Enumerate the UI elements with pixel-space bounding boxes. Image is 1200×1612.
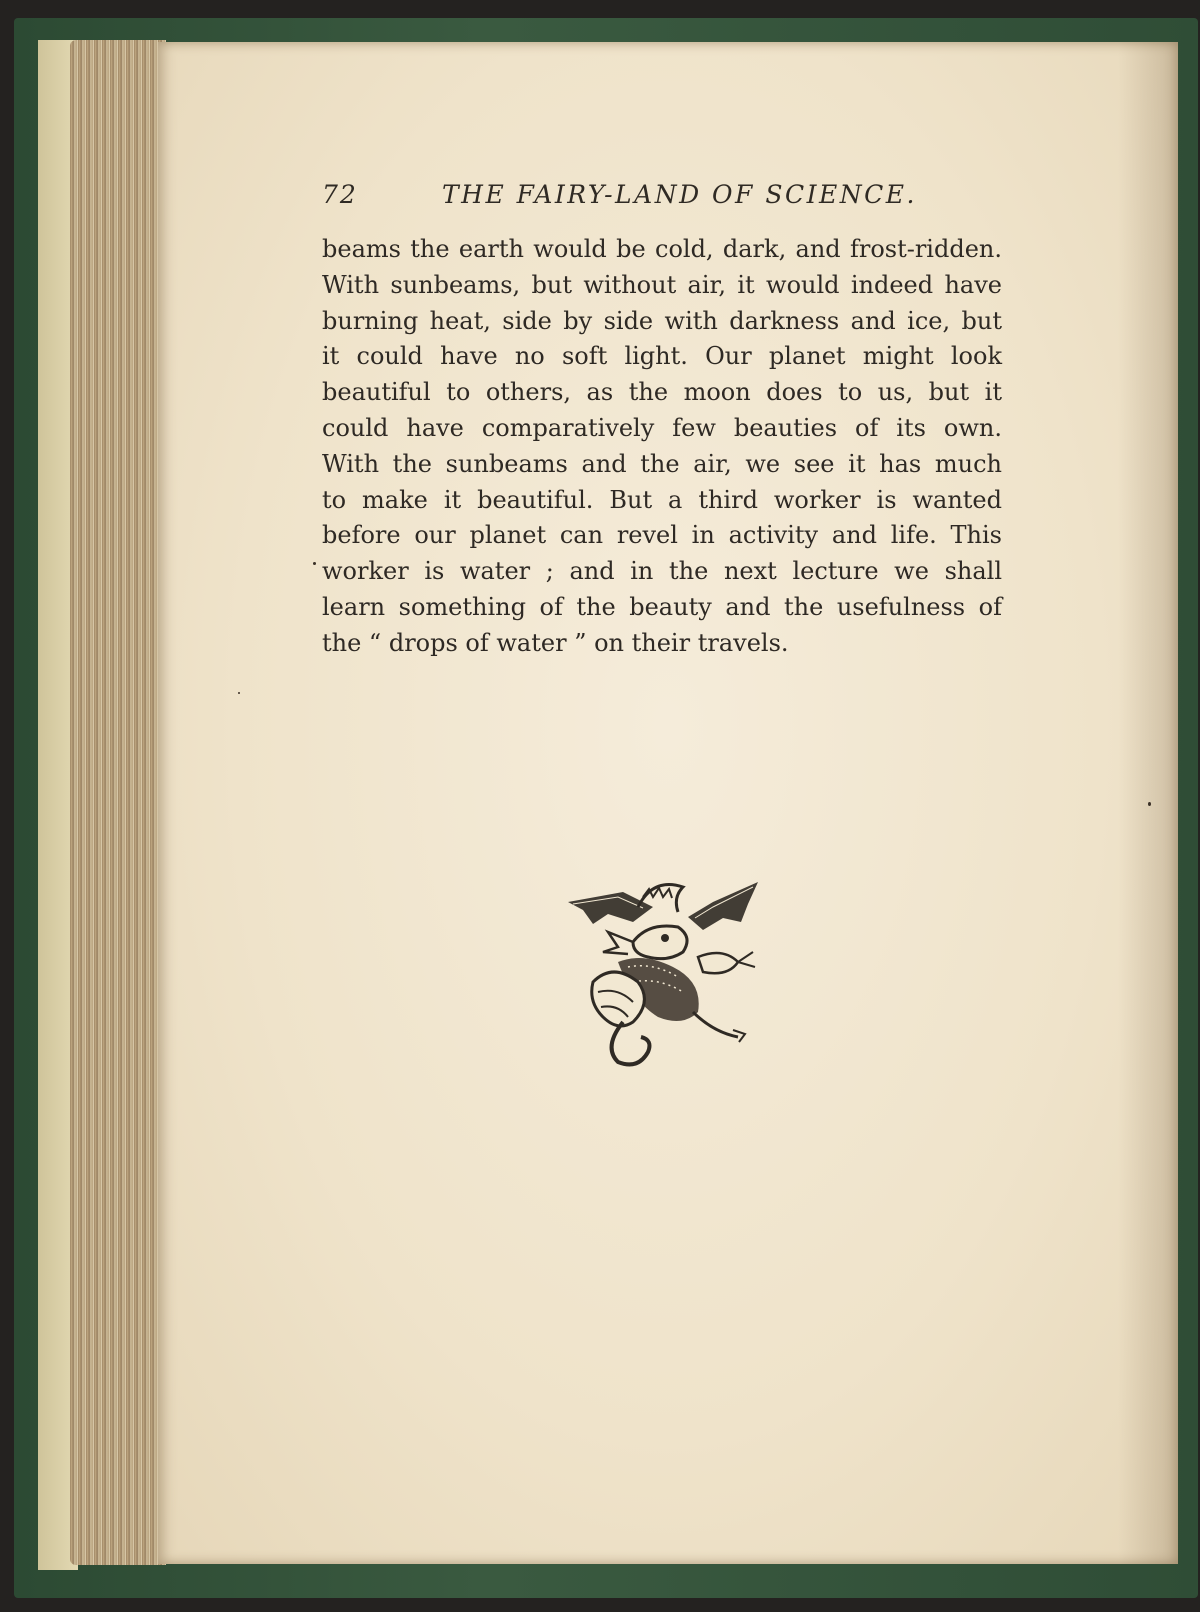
text-line: learn something of the beauty and the usefulness of	[322, 592, 1002, 621]
paper-speck	[238, 692, 240, 694]
book-page	[158, 42, 1178, 1564]
text-line: the “ drops of water ” on their travels.	[322, 628, 789, 657]
body-paragraph	[322, 232, 1002, 662]
paper-speck	[313, 562, 316, 565]
text-line: With the sunbeams and the air, we see it has much	[322, 449, 1002, 478]
text-line: worker is water ; and in the next lecture we shall	[322, 557, 1002, 586]
text-line: it could have no soft light. Our planet might look	[322, 342, 1002, 371]
text-line: beams the earth would be cold, dark, and frost-ridden.	[322, 235, 1002, 263]
running-title: THE FAIRY-LAND OF SCIENCE.	[442, 180, 917, 209]
text-line: With sunbeams, but without air, it would indeed have	[322, 270, 1002, 299]
paper-speck	[1148, 802, 1151, 806]
text-line: beautiful to others, as the moon does to us, but it	[322, 378, 1002, 407]
text-line: before our planet can revel in activity and life. This	[322, 521, 1002, 550]
text-line: burning heat, side by side with darkness and ice, but	[322, 306, 1002, 335]
dragon-tailpiece-icon	[563, 852, 763, 1072]
page-stack-edge	[70, 40, 166, 1565]
page-number: 72	[322, 180, 358, 209]
text-line: to make it beautiful. But a third worker is wanted	[322, 485, 1002, 514]
text-line: could have comparatively few beauties of its own.	[322, 413, 1002, 442]
